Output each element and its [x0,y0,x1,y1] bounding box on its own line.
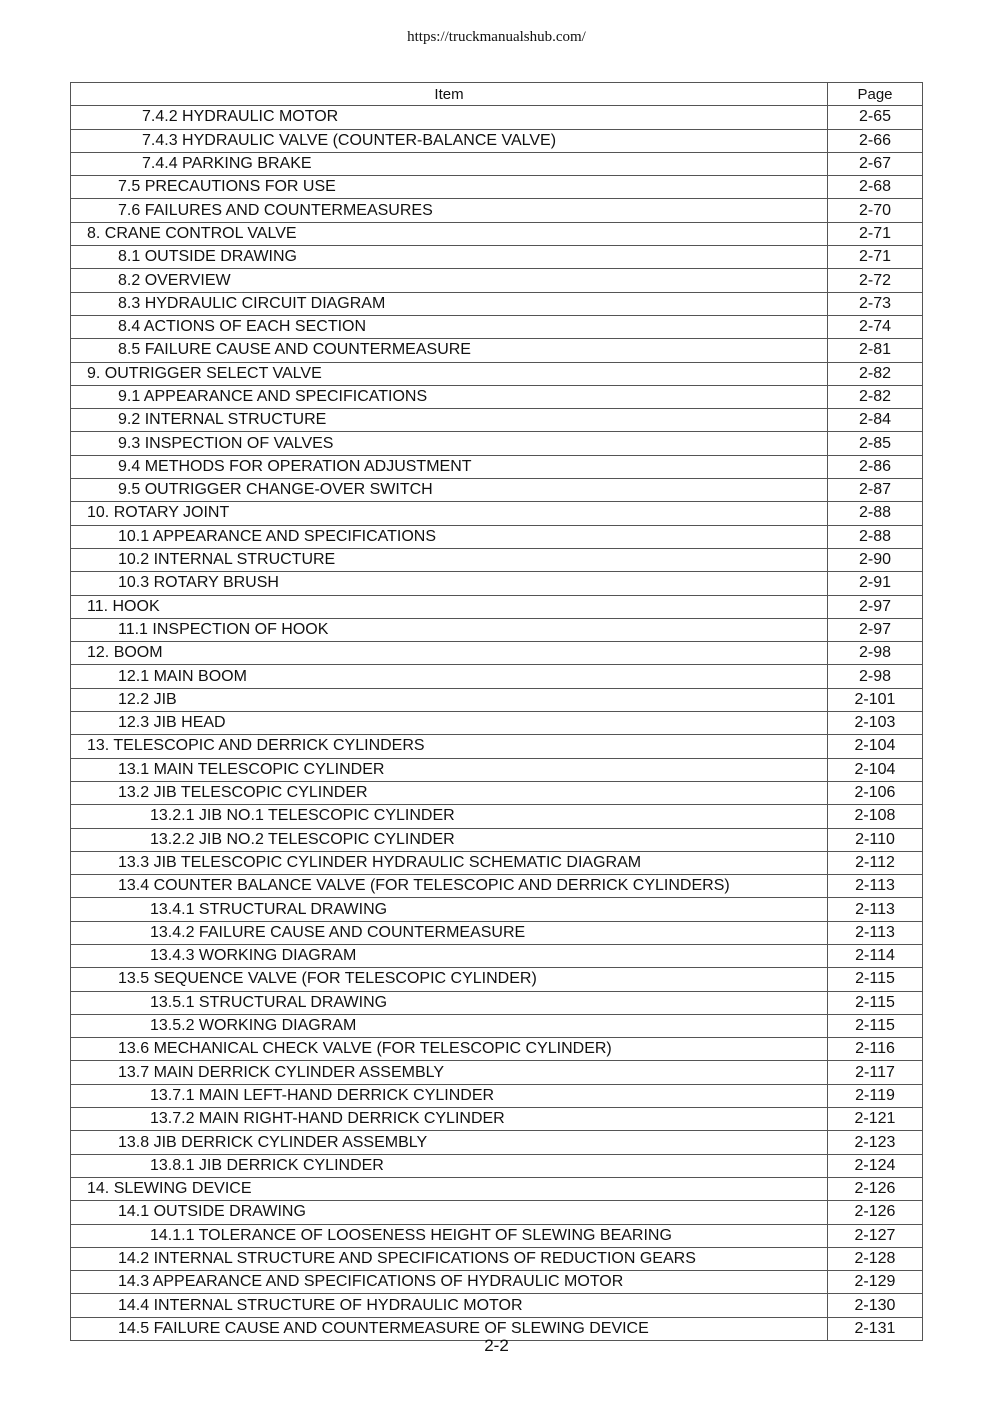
toc-item-page: 2-90 [828,548,923,571]
toc-item-title: 8.2 OVERVIEW [71,269,828,292]
toc-item-page: 2-113 [828,898,923,921]
toc-item-page: 2-85 [828,432,923,455]
toc-item-page: 2-130 [828,1294,923,1317]
toc-item-page: 2-106 [828,781,923,804]
table-row [71,618,923,641]
toc-item-title: 9.5 OUTRIGGER CHANGE-OVER SWITCH [71,479,828,502]
toc-item-page: 2-67 [828,152,923,175]
toc-item-title: 9.1 APPEARANCE AND SPECIFICATIONS [71,385,828,408]
toc-item-title: 10.1 APPEARANCE AND SPECIFICATIONS [71,525,828,548]
toc-item-title: 8.1 OUTSIDE DRAWING [71,246,828,269]
toc-item-title: 11.1 INSPECTION OF HOOK [71,618,828,641]
toc-item-title: 13.8.1 JIB DERRICK CYLINDER [71,1154,828,1177]
toc-item-page: 2-110 [828,828,923,851]
toc-item-page: 2-66 [828,129,923,152]
toc-item-title: 12.2 JIB [71,688,828,711]
toc-item-page: 2-128 [828,1247,923,1270]
toc-item-page: 2-117 [828,1061,923,1084]
toc-item-page: 2-71 [828,246,923,269]
toc-item-page: 2-127 [828,1224,923,1247]
toc-item-title: 13.4.3 WORKING DIAGRAM [71,944,828,967]
toc-item-page: 2-98 [828,642,923,665]
toc-item-page: 2-103 [828,712,923,735]
toc-item-page: 2-88 [828,525,923,548]
table-header-row [71,83,923,106]
toc-item-page: 2-126 [828,1201,923,1224]
toc-item-title: 13.4.2 FAILURE CAUSE AND COUNTERMEASURE [71,921,828,944]
toc-item-page: 2-74 [828,315,923,338]
table-row [71,479,923,502]
item-column-header: Item [71,83,828,106]
table-row [71,642,923,665]
table-row [71,385,923,408]
table-row [71,339,923,362]
table-row [71,199,923,222]
table-row [71,735,923,758]
toc-item-title: 13.7.2 MAIN RIGHT-HAND DERRICK CYLINDER [71,1108,828,1131]
table-row [71,152,923,175]
table-row [71,246,923,269]
toc-item-title: 9.4 METHODS FOR OPERATION ADJUSTMENT [71,455,828,478]
toc-item-page: 2-101 [828,688,923,711]
toc-item-page: 2-104 [828,735,923,758]
toc-item-title: 13.5.2 WORKING DIAGRAM [71,1014,828,1037]
toc-item-page: 2-86 [828,455,923,478]
toc-item-page: 2-119 [828,1084,923,1107]
table-of-contents [70,82,923,1341]
toc-item-title: 14.1.1 TOLERANCE OF LOOSENESS HEIGHT OF SLEWING BEARING [71,1224,828,1247]
toc-item-title: 7.6 FAILURES AND COUNTERMEASURES [71,199,828,222]
toc-item-title: 13.8 JIB DERRICK CYLINDER ASSEMBLY [71,1131,828,1154]
page-number: 2-2 [484,1336,509,1355]
table-row [71,875,923,898]
toc-item-page: 2-73 [828,292,923,315]
table-row [71,269,923,292]
toc-item-title: 14.4 INTERNAL STRUCTURE OF HYDRAULIC MOTOR [71,1294,828,1317]
table-row [71,1154,923,1177]
toc-item-page: 2-72 [828,269,923,292]
toc-item-title: 11. HOOK [71,595,828,618]
toc-item-title: 13.4 COUNTER BALANCE VALVE (FOR TELESCOPIC AND DERRICK CYLINDERS) [71,875,828,898]
table-row [71,921,923,944]
toc-item-page: 2-116 [828,1038,923,1061]
toc-item-title: 14.3 APPEARANCE AND SPECIFICATIONS OF HYDRAULIC MOTOR [71,1271,828,1294]
toc-item-page: 2-84 [828,409,923,432]
toc-item-title: 10.3 ROTARY BRUSH [71,572,828,595]
toc-item-title: 12. BOOM [71,642,828,665]
table-row [71,712,923,735]
toc-item-title: 9. OUTRIGGER SELECT VALVE [71,362,828,385]
toc-item-title: 12.3 JIB HEAD [71,712,828,735]
table-row [71,1271,923,1294]
table-row [71,1131,923,1154]
table-row [71,1061,923,1084]
toc-item-page: 2-129 [828,1271,923,1294]
toc-item-title: 10. ROTARY JOINT [71,502,828,525]
toc-item-title: 13.5 SEQUENCE VALVE (FOR TELESCOPIC CYLINDER) [71,968,828,991]
table-row [71,688,923,711]
toc-item-title: 13.7 MAIN DERRICK CYLINDER ASSEMBLY [71,1061,828,1084]
table-row [71,1038,923,1061]
toc-item-page: 2-123 [828,1131,923,1154]
toc-item-page: 2-87 [828,479,923,502]
table-row [71,851,923,874]
table-row [71,991,923,1014]
table-row [71,1108,923,1131]
toc-item-page: 2-115 [828,968,923,991]
toc-item-page: 2-81 [828,339,923,362]
toc-item-title: 14.2 INTERNAL STRUCTURE AND SPECIFICATIONS OF REDUCTION GEARS [71,1247,828,1270]
toc-item-title: 13. TELESCOPIC AND DERRICK CYLINDERS [71,735,828,758]
table-row [71,432,923,455]
table-row [71,106,923,129]
table-row [71,1201,923,1224]
site-url: https://truckmanualshub.com/ [407,29,586,45]
toc-item-title: 13.1 MAIN TELESCOPIC CYLINDER [71,758,828,781]
toc-item-page: 2-114 [828,944,923,967]
toc-item-title: 14. SLEWING DEVICE [71,1177,828,1200]
toc-item-title: 13.2.2 JIB NO.2 TELESCOPIC CYLINDER [71,828,828,851]
table-row [71,292,923,315]
toc-item-title: 13.2.1 JIB NO.1 TELESCOPIC CYLINDER [71,805,828,828]
toc-item-page: 2-88 [828,502,923,525]
toc-item-title: 7.4.2 HYDRAULIC MOTOR [71,106,828,129]
table-row [71,1294,923,1317]
toc-item-title: 14.1 OUTSIDE DRAWING [71,1201,828,1224]
table-row [71,222,923,245]
toc-item-page: 2-115 [828,991,923,1014]
table-row [71,1014,923,1037]
toc-item-page: 2-126 [828,1177,923,1200]
toc-item-title: 13.4.1 STRUCTURAL DRAWING [71,898,828,921]
toc-item-page: 2-104 [828,758,923,781]
toc-item-page: 2-82 [828,385,923,408]
toc-item-title: 8. CRANE CONTROL VALVE [71,222,828,245]
toc-item-title: 8.5 FAILURE CAUSE AND COUNTERMEASURE [71,339,828,362]
table-row [71,781,923,804]
toc-item-title: 13.5.1 STRUCTURAL DRAWING [71,991,828,1014]
table-row [71,1084,923,1107]
table-row [71,502,923,525]
table-row [71,805,923,828]
toc-item-page: 2-97 [828,595,923,618]
toc-item-title: 14.5 FAILURE CAUSE AND COUNTERMEASURE OF SLEWING DEVICE [71,1317,828,1340]
toc-item-page: 2-131 [828,1317,923,1340]
toc-item-page: 2-108 [828,805,923,828]
toc-item-title: 8.4 ACTIONS OF EACH SECTION [71,315,828,338]
table-row [71,595,923,618]
toc-item-page: 2-115 [828,1014,923,1037]
toc-item-title: 8.3 HYDRAULIC CIRCUIT DIAGRAM [71,292,828,315]
toc-item-title: 13.6 MECHANICAL CHECK VALVE (FOR TELESCOPIC CYLINDER) [71,1038,828,1061]
toc-item-title: 9.3 INSPECTION OF VALVES [71,432,828,455]
table-body [71,106,923,1341]
toc-item-page: 2-124 [828,1154,923,1177]
table-row [71,548,923,571]
table-row [71,968,923,991]
table-row [71,1224,923,1247]
table-row [71,898,923,921]
table-row [71,176,923,199]
toc-item-page: 2-113 [828,921,923,944]
table-row [71,1247,923,1270]
toc-item-page: 2-97 [828,618,923,641]
table-row [71,129,923,152]
toc-item-title: 13.7.1 MAIN LEFT-HAND DERRICK CYLINDER [71,1084,828,1107]
table-row [71,758,923,781]
table-row [71,315,923,338]
toc-item-title: 9.2 INTERNAL STRUCTURE [71,409,828,432]
page-column-header: Page [828,83,923,106]
toc-item-title: 7.4.4 PARKING BRAKE [71,152,828,175]
toc-item-page: 2-98 [828,665,923,688]
toc-item-page: 2-82 [828,362,923,385]
table-row [71,828,923,851]
table-row [71,455,923,478]
toc-item-title: 12.1 MAIN BOOM [71,665,828,688]
toc-item-page: 2-68 [828,176,923,199]
toc-item-title: 7.5 PRECAUTIONS FOR USE [71,176,828,199]
toc-item-title: 13.3 JIB TELESCOPIC CYLINDER HYDRAULIC SCHEMATIC DIAGRAM [71,851,828,874]
toc-item-page: 2-121 [828,1108,923,1131]
table-row [71,525,923,548]
toc-item-title: 7.4.3 HYDRAULIC VALVE (COUNTER-BALANCE VALVE) [71,129,828,152]
table-row [71,409,923,432]
table-row [71,362,923,385]
toc-item-title: 13.2 JIB TELESCOPIC CYLINDER [71,781,828,804]
toc-item-page: 2-65 [828,106,923,129]
table-row [71,572,923,595]
toc-item-title: 10.2 INTERNAL STRUCTURE [71,548,828,571]
toc-item-page: 2-112 [828,851,923,874]
toc-item-page: 2-70 [828,199,923,222]
table-row [71,665,923,688]
table-row [71,944,923,967]
table-row [71,1177,923,1200]
toc-item-page: 2-113 [828,875,923,898]
toc-item-page: 2-91 [828,572,923,595]
toc-item-page: 2-71 [828,222,923,245]
